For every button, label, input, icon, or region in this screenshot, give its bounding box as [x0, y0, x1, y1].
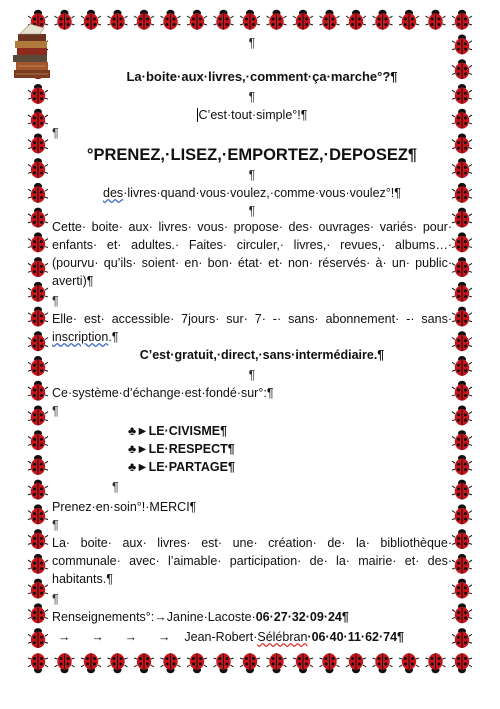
ladybug-icon	[28, 208, 48, 228]
empty-paragraph: ¶	[52, 592, 59, 606]
doc-title: La·boite·aux·livres,·comment·ça·marche°?¶	[126, 69, 398, 84]
ladybug-icon	[108, 10, 128, 30]
value-item: ♣►LE·CIVISME¶	[128, 424, 228, 438]
empty-paragraph: ¶	[52, 518, 59, 532]
ladybug-icon	[28, 133, 48, 153]
ladybug-icon	[452, 84, 472, 104]
ladybug-icon	[452, 504, 472, 524]
ladybug-icon	[187, 653, 207, 673]
empty-paragraph: ¶	[248, 36, 256, 50]
ladybug-icon	[240, 10, 260, 30]
contact-1-name: Renseignements°:→Janine·Lacoste·	[52, 610, 256, 624]
ladybug-icon	[452, 405, 472, 425]
value-item: ♣►LE·PARTAGE¶	[128, 460, 235, 474]
empty-paragraph: ¶	[248, 90, 256, 104]
ladybug-icon	[81, 10, 101, 30]
ladybug-icon	[240, 653, 260, 673]
ladybug-icon	[28, 529, 48, 549]
book-stack-icon	[10, 20, 54, 80]
ladybug-icon	[293, 653, 313, 673]
ladybug-icon	[373, 10, 393, 30]
ladybug-icon	[28, 232, 48, 252]
free-statement: C’est·gratuit,·direct,·sans·intermédiaire.¶	[139, 348, 385, 362]
ladybug-icon	[399, 653, 419, 673]
contact-2-first: Jean-Robert·	[184, 630, 258, 644]
ladybug-icon	[28, 430, 48, 450]
ladybug-icon	[452, 653, 472, 673]
ladybug-icon	[28, 257, 48, 277]
subtitle-simple	[52, 106, 452, 124]
ladybug-icon	[452, 133, 472, 153]
ladybug-icon	[452, 183, 472, 203]
ladybug-icon	[452, 10, 472, 30]
ladybug-icon	[28, 504, 48, 524]
paragraph-intro: Cette· boite· aux· livres· vous· propose· des· ouvrages· variés· pour· enfants· et· adultes.· Faites· circuler,· livres,· revues,· albums…· (pourvu· qu’ils· soient· en· bon· état· et· non· réservés· à· un· public· averti)¶	[52, 220, 452, 288]
headline: °PRENEZ,·LISEZ,·EMPORTEZ,·DEPOSEZ¶	[86, 146, 418, 164]
ladybug-icon	[452, 59, 472, 79]
ladybug-icon	[452, 455, 472, 475]
ladybug-icon	[452, 158, 472, 178]
ladybug-icon	[28, 84, 48, 104]
thanks-line: Prenez·en·soin°!·MERCI¶	[52, 500, 197, 514]
ladybug-icon	[28, 331, 48, 351]
value-item: ♣►LE·RESPECT¶	[128, 442, 235, 456]
ladybug-icon	[452, 480, 472, 500]
paragraph-creation: La· boite· aux· livres· est· une· création· de· la· bibliothèque· communale· avec· l’aimable· participation· de· la· mairie· et· des· habitants.¶	[52, 536, 452, 586]
ladybug-icon	[346, 10, 366, 30]
ladybug-icon	[28, 381, 48, 401]
ladybug-icon	[28, 183, 48, 203]
contact-1-phone: 06·27·32·09·24¶	[255, 610, 349, 624]
ladybug-icon	[373, 653, 393, 673]
ladybug-icon	[452, 35, 472, 55]
ladybug-icon	[28, 628, 48, 648]
ladybug-icon	[267, 10, 287, 30]
contact-2-phone: ·06·40·11·62·74¶	[307, 630, 405, 644]
ladybug-icon	[108, 653, 128, 673]
ladybug-icon	[452, 307, 472, 327]
document-page	[52, 30, 452, 650]
ladybug-icon	[214, 653, 234, 673]
empty-paragraph: ¶	[248, 204, 256, 218]
ladybug-icon	[452, 554, 472, 574]
access-end: .¶	[108, 330, 119, 344]
spellcheck-word: Sélébran	[257, 630, 308, 644]
empty-paragraph: ¶	[52, 126, 59, 140]
ladybug-icon	[399, 10, 419, 30]
ladybug-icon	[452, 232, 472, 252]
contact-line-1	[52, 608, 452, 626]
ladybug-icon	[28, 603, 48, 623]
ladybug-icon	[320, 653, 340, 673]
ladybug-icon	[452, 603, 472, 623]
ladybug-icon	[426, 653, 446, 673]
ladybug-icon	[134, 653, 154, 673]
ladybug-icon	[28, 109, 48, 129]
subheadline	[52, 184, 452, 202]
access-text: Elle· est· accessible· 7jours· sur· 7· -· sans· abonnement· -· sans·	[52, 312, 452, 326]
ladybug-icon	[134, 10, 154, 30]
paragraph-access	[52, 310, 452, 346]
ladybug-icon	[452, 208, 472, 228]
spellcheck-word: inscription	[52, 330, 109, 344]
ladybug-icon	[187, 10, 207, 30]
ladybug-icon	[293, 10, 313, 30]
ladybug-icon	[426, 10, 446, 30]
empty-paragraph: ¶	[112, 480, 119, 494]
ladybug-icon	[346, 653, 366, 673]
ladybug-icon	[55, 653, 75, 673]
ladybug-icon	[320, 10, 340, 30]
ladybug-icon	[28, 653, 48, 673]
ladybug-icon	[452, 381, 472, 401]
ladybug-icon	[28, 307, 48, 327]
text-cursor: C’est·tout·simple°!¶	[198, 108, 308, 122]
ladybug-icon	[452, 579, 472, 599]
ladybug-icon	[28, 282, 48, 302]
ladybug-icon	[28, 579, 48, 599]
empty-paragraph: ¶	[52, 404, 59, 418]
spellcheck-word: des	[103, 186, 124, 200]
empty-paragraph: ¶	[52, 294, 59, 308]
ladybug-icon	[267, 653, 287, 673]
ladybug-icon	[161, 653, 181, 673]
exchange-system: Ce·système·d’échange·est·fondé·sur°:¶	[52, 386, 274, 400]
subheadline-rest: ·livres·quand·vous·voulez,·comme·vous·voulez°!¶	[123, 186, 401, 200]
ladybug-icon	[452, 257, 472, 277]
ladybug-icon	[28, 480, 48, 500]
ladybug-icon	[28, 554, 48, 574]
contact-line-2	[58, 628, 452, 646]
ladybug-icon	[452, 628, 472, 648]
ladybug-icon	[28, 356, 48, 376]
tab-arrows: → → → →	[58, 630, 185, 644]
ladybug-icon	[28, 405, 48, 425]
empty-paragraph: ¶	[248, 368, 256, 382]
ladybug-icon	[452, 356, 472, 376]
ladybug-icon	[452, 282, 472, 302]
ladybug-icon	[452, 430, 472, 450]
ladybug-icon	[161, 10, 181, 30]
ladybug-icon	[452, 529, 472, 549]
ladybug-icon	[452, 331, 472, 351]
ladybug-icon	[214, 10, 234, 30]
ladybug-icon	[28, 158, 48, 178]
ladybug-icon	[28, 455, 48, 475]
ladybug-icon	[452, 109, 472, 129]
ladybug-icon	[55, 10, 75, 30]
empty-paragraph: ¶	[248, 168, 256, 182]
ladybug-icon	[81, 653, 101, 673]
